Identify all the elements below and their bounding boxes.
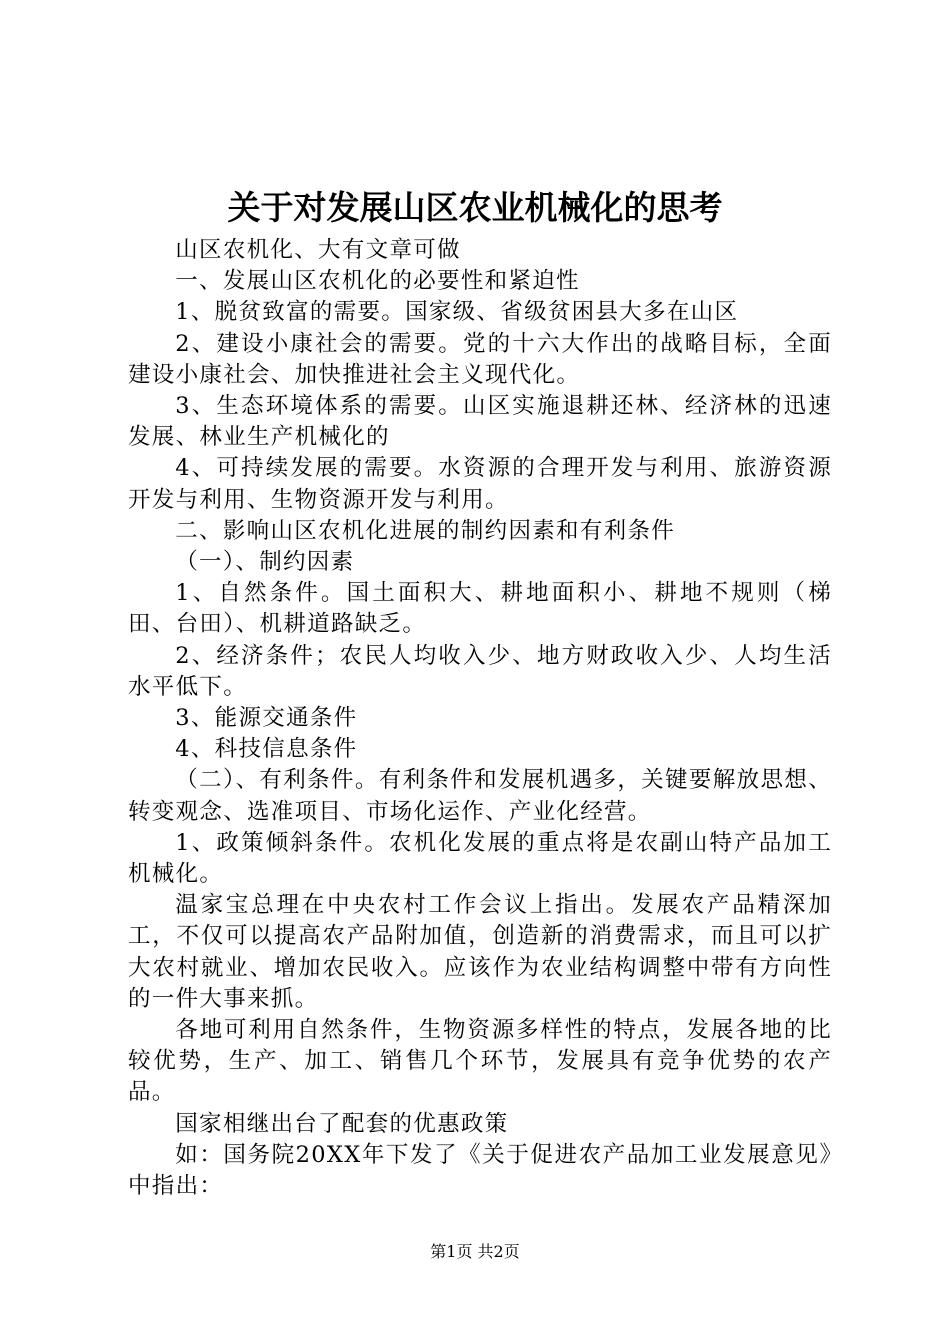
document-title: 关于对发展山区农业机械化的思考 (227, 188, 723, 227)
paragraph: 国家相继出台了配套的优惠政策 (175, 1110, 509, 1137)
paragraph: 2、建设小康社会的需要。党的十六大作出的战略目标，全面建设小康社会、加快推进社会主义现代化。 (128, 330, 832, 388)
paragraph: 一、发展山区农机化的必要性和紧迫性 (175, 268, 580, 295)
paragraph: 如：国务院20XX年下发了《关于促进农产品加工业发展意见》中指出： (128, 1141, 832, 1200)
page-footer: 第1页 共2页 (430, 1242, 520, 1261)
paragraph: 3、能源交通条件 (175, 705, 358, 732)
paragraph: 温家宝总理在中央农村工作会议上指出。发展农产品精深加工，不仅可以提高农产品附加值，创造新的消费需求，而且可以扩大农村就业、增加农民收入。应该作为农业结构调整中带有方向性的一件大事来抓。 (128, 892, 832, 1012)
paragraph: 4、可持续发展的需要。水资源的合理开发与利用、旅游资源开发与利用、生物资源开发与利用。 (128, 455, 832, 513)
paragraph: 1、自然条件。国土面积大、耕地面积小、耕地不规则（梯田、台田）、机耕道路缺乏。 (128, 580, 832, 638)
paragraph: （一）、制约因素 (175, 549, 355, 576)
paragraph: 1、政策倾斜条件。农机化发展的重点将是农副山特产品加工机械化。 (128, 829, 832, 888)
paragraph: 二、影响山区农机化进展的制约因素和有利条件 (175, 517, 676, 544)
paragraph: （二）、有利条件。有利条件和发展机遇多，关键要解放思想、转变观念、选准项目、市场化运作、产业化经营。 (128, 767, 832, 825)
paragraph: 2、经济条件；农民人均收入少、地方财政收入少、人均生活水平低下。 (128, 642, 832, 700)
paragraph: 4、科技信息条件 (175, 736, 358, 763)
paragraph: 山区农机化、大有文章可做 (175, 237, 461, 263)
paragraph: 各地可利用自然条件，生物资源多样性的特点，发展各地的比较优势，生产、加工、销售几个环节，发展具有竞争优势的农产品。 (128, 1017, 832, 1106)
paragraph: 1、脱贫致富的需要。国家级、省级贫困县大多在山区 (175, 299, 739, 326)
document-body (128, 235, 832, 1202)
paragraph: 3、生态环境体系的需要。山区实施退耕还林、经济林的迅速发展、林业生产机械化的 (128, 393, 832, 451)
